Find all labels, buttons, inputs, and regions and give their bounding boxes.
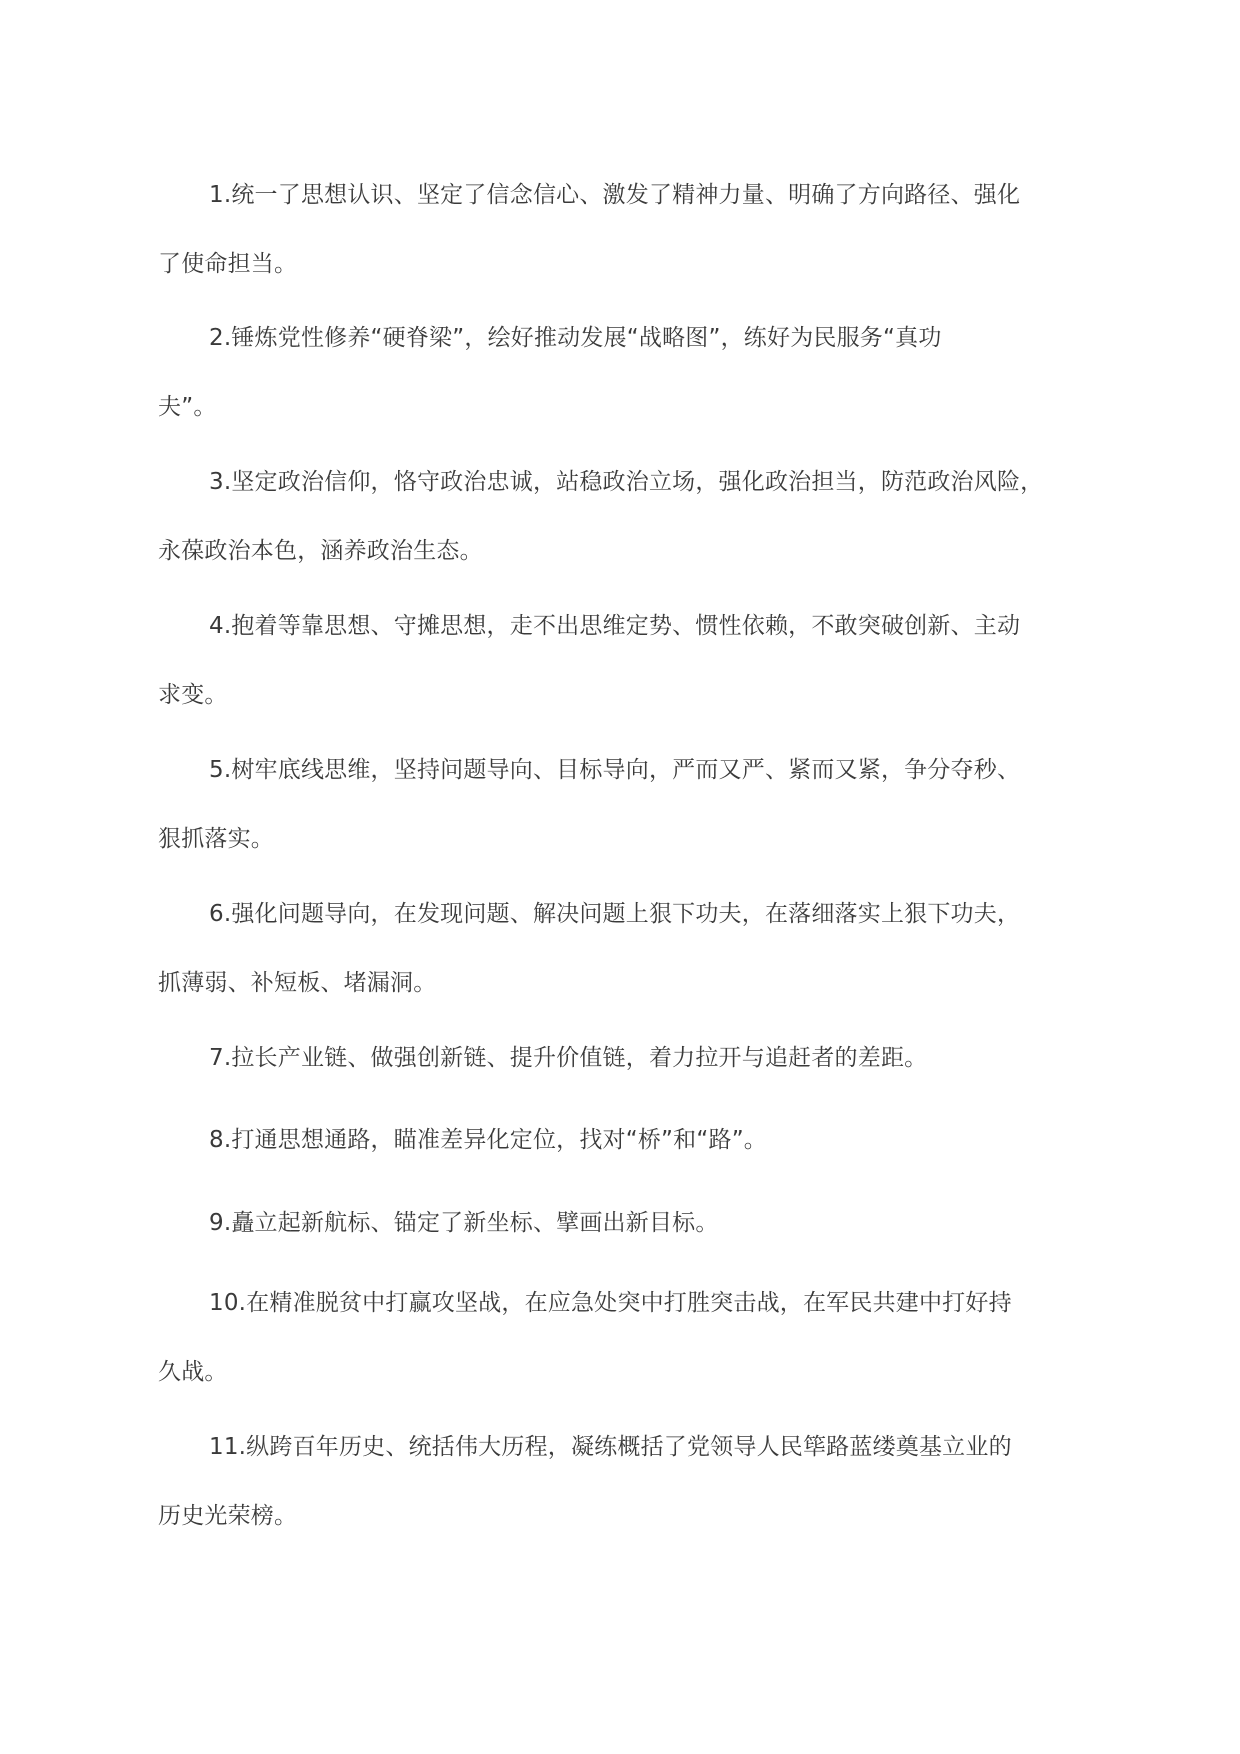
list-item-3-line-2: 永葆政治本色，涵养政治生态。 [158, 538, 483, 564]
list-item-1-line-1: 1.统一了思想认识、坚定了信念信心、激发了精神力量、明确了方向路径、强化 [209, 182, 1021, 208]
list-item-2-line-1: 2.锤炼党性修养“硬脊梁”，绘好推动发展“战略图”，练好为民服务“真功 [209, 325, 942, 351]
list-item-10-line-2: 久战。 [158, 1359, 228, 1385]
list-item-4-line-1: 4.抱着等靠思想、守摊思想，走不出思维定势、惯性依赖，不敢突破创新、主动 [209, 613, 1021, 639]
list-item-2-line-2: 夫”。 [158, 394, 217, 420]
list-item-11-line-1: 11.纵跨百年历史、统括伟大历程，凝练概括了党领导人民筚路蓝缕奠基立业的 [209, 1434, 1012, 1460]
list-item-7: 7.拉长产业链、做强创新链、提升价值链，着力拉开与追赶者的差距。 [209, 1045, 928, 1071]
list-item-5-line-2: 狠抓落实。 [158, 826, 274, 852]
list-item-10-line-1: 10.在精准脱贫中打赢攻坚战，在应急处突中打胜突击战，在军民共建中打好持 [209, 1290, 1012, 1316]
list-item-6-line-2: 抓薄弱、补短板、堵漏洞。 [158, 970, 437, 996]
list-item-11-line-2: 历史光荣榜。 [158, 1503, 298, 1529]
list-item-8: 8.打通思想通路，瞄准差异化定位，找对“桥”和“路”。 [209, 1127, 768, 1153]
list-item-6-line-1: 6.强化问题导向，在发现问题、解决问题上狠下功夫，在落细落实上狠下功夫， [209, 901, 1021, 927]
list-item-5-line-1: 5.树牢底线思维，坚持问题导向、目标导向，严而又严、紧而又紧，争分夺秒、 [209, 757, 1021, 783]
list-item-9: 9.矗立起新航标、锚定了新坐标、擘画出新目标。 [209, 1210, 719, 1236]
list-item-1-line-2: 了使命担当。 [158, 251, 298, 277]
list-item-4-line-2: 求变。 [158, 682, 228, 708]
list-item-3-line-1: 3.坚定政治信仰，恪守政治忠诚，站稳政治立场，强化政治担当，防范政治风险， [209, 469, 1044, 495]
